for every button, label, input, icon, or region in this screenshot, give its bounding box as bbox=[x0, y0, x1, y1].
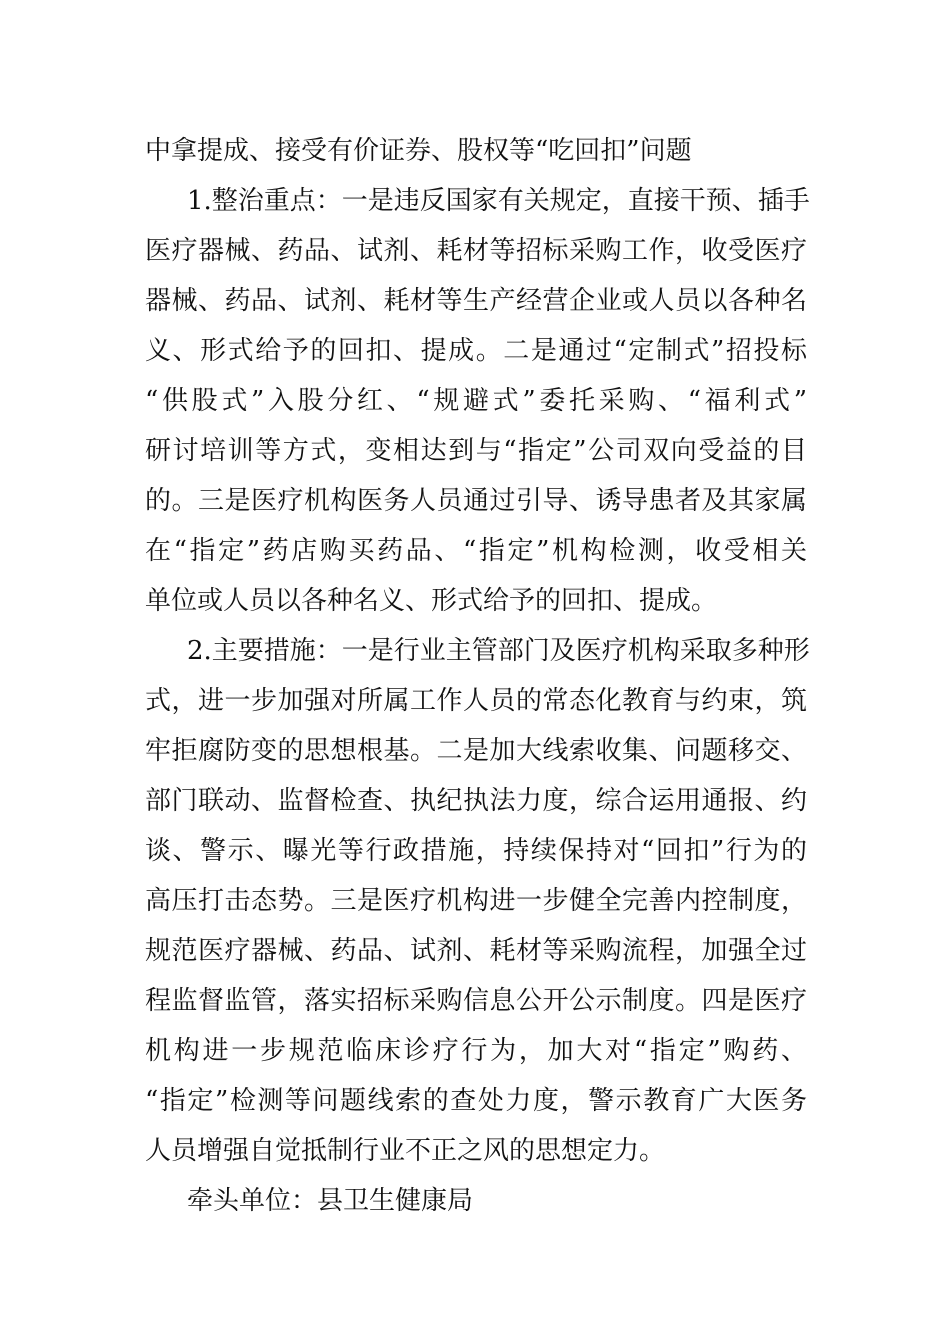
text-line: 中拿提成、接受有价证券、股权等“吃回扣”问题 bbox=[145, 136, 692, 166]
text-line: 器械、药品、试剂、耗材等生产经营企业或人员以各种名 bbox=[145, 286, 807, 316]
text-line: 医疗器械、药品、试剂、耗材等招标采购工作，收受医疗 bbox=[145, 236, 807, 266]
text-line: 机构进一步规范临床诊疗行为，加大对“指定”购药、 bbox=[145, 1036, 807, 1066]
text-line: 程监督监管，落实招标采购信息公开公示制度。四是医疗 bbox=[145, 986, 807, 1016]
text-line: 部门联动、监督检查、执纪执法力度，综合运用通报、约 bbox=[145, 786, 807, 816]
text-line: 的。三是医疗机构医务人员通过引导、诱导患者及其家属 bbox=[145, 486, 807, 516]
text-line: 人员增强自觉抵制行业不正之风的思想定力。 bbox=[145, 1136, 666, 1166]
text-line: 规范医疗器械、药品、试剂、耗材等采购流程，加强全过 bbox=[145, 936, 807, 966]
text-line: 高压打击态势。三是医疗机构进一步健全完善内控制度， bbox=[145, 886, 807, 916]
text-line: “供股式”入股分红、“规避式”委托采购、“福利式” bbox=[145, 386, 807, 416]
text-line: 义、形式给予的回扣、提成。二是通过“定制式”招投标 bbox=[145, 336, 807, 366]
text-line: 谈、警示、曝光等行政措施，持续保持对“回扣”行为的 bbox=[145, 836, 807, 866]
text-line: “指定”检测等问题线索的查处力度，警示教育广大医务 bbox=[145, 1086, 807, 1116]
section-heading-focus: 1.整治重点：一是违反国家有关规定，直接干预、插手 bbox=[187, 186, 810, 216]
text-line: 牢拒腐防变的思想根基。二是加大线索收集、问题移交、 bbox=[145, 736, 807, 766]
section-heading-measures: 2.主要措施：一是行业主管部门及医疗机构采取多种形 bbox=[187, 636, 810, 666]
text-line: 式，进一步加强对所属工作人员的常态化教育与约束，筑 bbox=[145, 686, 807, 716]
lead-unit: 牵头单位：县卫生健康局 bbox=[187, 1186, 474, 1216]
text-line: 在“指定”药店购买药品、“指定”机构检测，收受相关 bbox=[145, 536, 807, 566]
text-line: 研讨培训等方式，变相达到与“指定”公司双向受益的目 bbox=[145, 436, 807, 466]
text-line: 单位或人员以各种名义、形式给予的回扣、提成。 bbox=[145, 586, 718, 616]
